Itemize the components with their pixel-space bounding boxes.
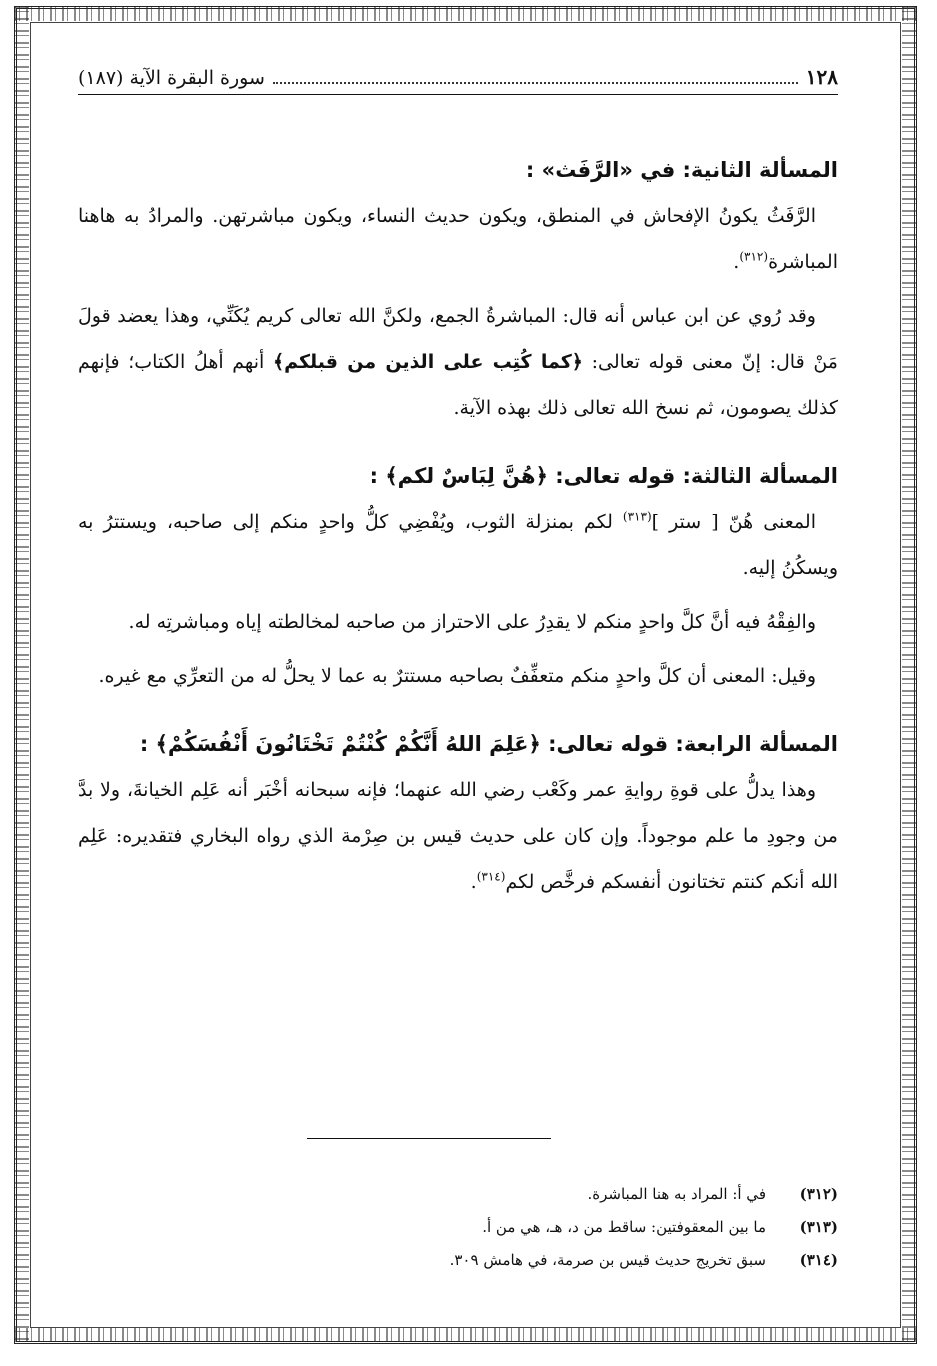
ornamental-border-left <box>15 6 29 1344</box>
page-body <box>78 60 838 905</box>
section-heading-4 <box>78 725 838 763</box>
heading-quote: الرَّفَث <box>555 158 620 182</box>
footnote-item <box>78 1244 838 1277</box>
footnote-number: (٣١٣) <box>799 1218 838 1236</box>
paragraph-text: والفِقْهُ فيه أنَّ كلَّ واحدٍ منكم لا يقدِرُ على الاحتراز من صاحبه لمخالطته إياه ومباشرتِه له. <box>128 611 816 633</box>
paragraph-text: أنهم أهلُ الكتاب؛ فإنهم كذلك يصومون، ثم نسخ الله تعالى ذلك بهذه الآية. <box>78 351 838 419</box>
footnote-separator <box>307 1138 551 1139</box>
ornamental-border-right <box>902 6 916 1344</box>
footnote-text: في أ: المراد به هنا المباشرة. <box>587 1185 766 1203</box>
paragraph <box>78 599 838 645</box>
header-leader-dots <box>273 81 798 84</box>
footnote-item <box>78 1211 838 1244</box>
paragraph-text: وهذا يدلُّ على قوةِ روايةِ عمر وكَعْب رضي الله عنهما؛ فإنه سبحانه أخْبَر أنه عَلِم الخيانةَ، ولا بدَّ من وجودِ ما علم موجوداً. وإن كان على حديث قيس بن صِرْمة الذي رواه البخاري فتقديره: عَلِم الله أنكم كنتم تختانون أنفسكم فرخَّص لكم <box>78 779 838 893</box>
footnote-number: (٣١٤) <box>799 1251 838 1269</box>
section-heading-2 <box>78 151 838 189</box>
heading-quote: ﴿هُنَّ لِبَاسٌ لكم﴾ <box>385 464 548 488</box>
paragraph <box>78 767 838 905</box>
paragraph-text: . <box>470 871 477 893</box>
footnote-text: ما بين المعقوفتين: ساقط من د، هـ، هي من أ. <box>482 1218 766 1236</box>
footnote-item <box>78 1178 838 1211</box>
ornamental-border-top <box>14 7 917 21</box>
heading-suffix: » : <box>525 158 556 182</box>
paragraph <box>78 293 838 431</box>
paragraph-text: وقيل: المعنى أن كلَّ واحدٍ منكم متعفِّفٌ بصاحبه مستترٌ به عما لا يحلُّ له من التعرِّي مع غيره. <box>98 665 816 687</box>
heading-suffix: : <box>139 732 149 756</box>
paragraph-text: الرَّفَثُ يكونُ الإفحاش في المنطق، ويكون حديث النساء، ويكون مباشرتهن. والمرادُ به هاهنا المباشرة <box>78 205 838 273</box>
paragraph <box>78 653 838 699</box>
heading-prefix: المسألة الثالثة: قوله تعالى: <box>555 464 838 488</box>
footnote-number: (٣١٢) <box>799 1185 838 1203</box>
heading-quote: ﴿عَلِمَ اللهُ أَنَّكُمْ كُنْتُمْ تَخْتَانُونَ أَنْفُسَكُمْ﴾ <box>155 732 541 756</box>
running-header <box>78 60 838 95</box>
running-title: سورة البقرة الآية (١٨٧) <box>78 67 265 89</box>
footnote-ref: (٣١٣) <box>622 509 652 524</box>
section-heading-3 <box>78 457 838 495</box>
paragraph-text: المعنى هُنّ [ ستر ] <box>651 511 816 533</box>
footnote-text: سبق تخريج حديث قيس بن صرمة، في هامش ٣٠٩. <box>449 1251 766 1269</box>
paragraph-text: . <box>733 251 740 273</box>
footnotes <box>78 1178 838 1277</box>
page-number: ١٢٨ <box>805 65 838 89</box>
paragraph-text: وقد رُوي عن ابن عباس أنه قال: المباشرةُ الجمع، ولكنَّ الله تعالى كريم يُكَنِّي، وهذا يعضد قولَ مَنْ قال: إنّ معنى قوله تعالى: <box>78 305 838 373</box>
heading-prefix: المسألة الرابعة: قوله تعالى: <box>548 732 838 756</box>
heading-suffix: : <box>369 464 378 488</box>
footnote-ref: (٣١٢) <box>739 249 769 264</box>
heading-prefix: المسألة الثانية: في « <box>619 158 838 182</box>
quran-verse: ﴿كما كُتِب على الذين من قبلكم﴾ <box>272 351 583 373</box>
paragraph <box>78 193 838 285</box>
paragraph-text: لكم بمنزلة الثوب، ويُفْضِي كلُّ واحدٍ منكم إلى صاحبه، ويستترُ به ويسكُنُ إليه. <box>78 511 838 579</box>
footnote-ref: (٣١٤) <box>476 869 506 884</box>
paragraph <box>78 499 838 591</box>
ornamental-border-bottom <box>14 1328 917 1342</box>
